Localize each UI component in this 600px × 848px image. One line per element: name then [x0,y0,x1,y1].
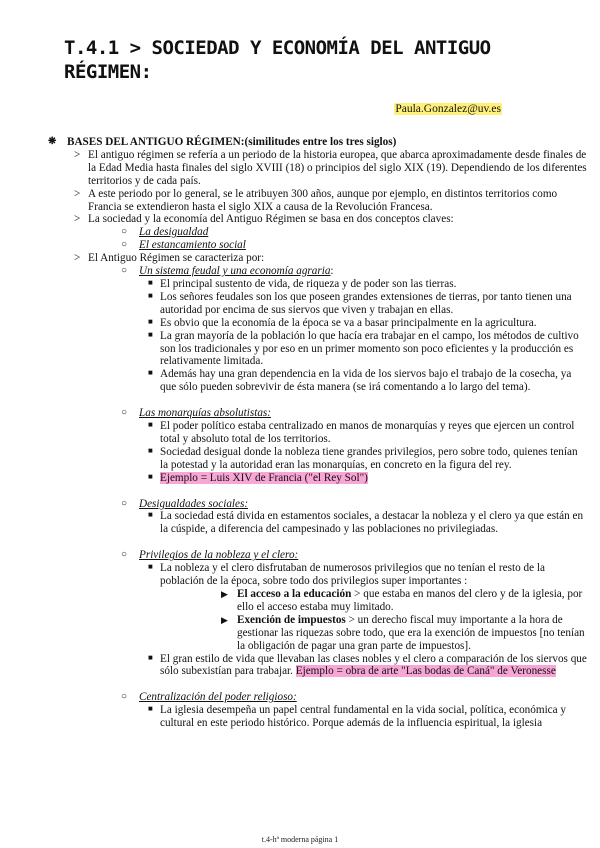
list-item: > A este periodo por lo general, se le atribuyen 300 años, aunque por ejemplo, en distintos territorios como Francia se extendieron hasta el siglo XIX a causa de la Revolución Francesa. [74,187,558,213]
list-item: ▶ Exención de impuestos > un derecho fiscal muy importante a la hora de gestionar las riquezas sobre todo, que era la exención de impuestos [no tenían la obligación de pagar una gran parte de impuestos]. [221,613,585,652]
circle-bullet-icon: ○ [121,497,128,509]
highlighted-example: Ejemplo = Luis XIV de Francia ("el Rey Sol") [160,471,368,484]
subsection-heading: ○ Las monarquías absolutistas: [121,407,271,420]
list-item: > El Antiguo Régimen se caracteriza por: [74,252,265,265]
list-item: ■ El poder político estaba centralizado en manos de monarquías y reyes que ejercen un control total y absoluto total de los territorios. [148,420,575,445]
spacer [0,485,600,498]
list-item: ■ Sociedad desigual donde la nobleza tiene grandes privilegios, pero sobre todo, quienes tenían la potestad y la autoridad eran las monarquías, en concreto en la figura del rey. [148,445,578,471]
page-title: T.4.1 > SOCIEDAD Y ECONOMÍA DEL ANTIGUO RÉGIMEN: [64,37,491,83]
list-item: ■ La gran mayoría de la población lo que hacía era trabajar en el campo, los métodos de cultivo son los tradicionales y por eso en un primer momento son poco eficientes y la producción es relativamente limitada. [148,329,579,368]
circle-bullet-icon: ○ [121,226,128,238]
section-heading-text: BASES DEL ANTIGUO RÉGIMEN:(similitudes entre los tres siglos) [67,136,397,148]
arrow-bullet-icon: > [74,252,81,265]
document-body [0,136,600,730]
list-item: ■ Es obvio que la economía de la época se va a basar principalmente en la agricultura. [148,316,537,329]
list-item: ■ El gran estilo de vida que llevaban las clases nobles y el clero a comparación de los siervos que sólo subexistían para trabajar. Ejemplo = obra de arte "Las bodas de Caná" de Veronesse [148,652,587,678]
square-bullet-icon: ■ [148,420,153,430]
arrow-bullet-icon: > [74,213,81,226]
circle-bullet-icon: ○ [121,549,128,561]
circle-bullet-icon: ○ [121,265,128,277]
triangle-bullet-icon: ▶ [221,614,228,625]
list-item: ■ La sociedad está divida en estamentos sociales, a destacar la nobleza y el clero ya que están en la cúspide, a diferencia del campesinado y las poblaciones no privilegiadas. [148,510,584,536]
flower-bullet-icon: ❋ [48,136,57,147]
square-bullet-icon: ■ [148,562,153,572]
spacer [0,678,600,691]
square-bullet-icon: ■ [148,290,153,300]
highlighted-example: Ejemplo = obra de arte "Las bodas de Caná" de Veronesse [295,665,556,678]
list-item: ○ La desigualdad [121,226,209,239]
subsection-heading: ○ Desigualdades sociales: [121,497,249,510]
list-item: ■ Los señores feudales son los que poseen grandes extensiones de tierras, por tanto tienen una autoridad por encima de sus siervos que viven y trabajan en ellas. [148,290,572,316]
subsection-heading: ○ Centralización del poder religioso: [121,691,297,704]
list-item: > El antiguo régimen se refería a un periodo de la historia europea, que abarca aproximadamente desde finales de la Edad Media hasta finales del siglo XVIII (18) o principios del siglo XIX (19). Dependiendo de los diferentes territorios y de cada país. [74,148,587,187]
arrow-bullet-icon: > [74,187,81,200]
list-item: ■ Además hay una gran dependencia en la vida de los siervos bajo el trabajo de la cosecha, ya que sólo pueden sobrevivir de ésta manera (se irá comentando a lo largo del tema). [148,368,572,394]
subsection-heading: ○ Privilegios de la nobleza y el clero: [121,549,299,562]
square-bullet-icon: ■ [148,277,153,287]
section-heading [0,136,600,149]
square-bullet-icon: ■ [148,652,153,662]
square-bullet-icon: ■ [148,445,153,455]
square-bullet-icon: ■ [148,368,153,378]
list-item: ▶ El acceso a la educación > que estaba en manos del clero y de la iglesia, por ello el acceso estaba muy limitado. [221,588,583,613]
list-item [0,472,600,485]
square-bullet-icon: ■ [148,329,153,339]
author-email: Paula.Gonzalez@uv.es [395,103,501,115]
circle-bullet-icon: ○ [121,407,128,419]
square-bullet-icon: ■ [148,471,153,481]
page-footer: t.4-hª moderna página 1 [261,835,339,844]
list-item: > La sociedad y la economía del Antiguo Régimen se basa en dos conceptos claves: [74,213,454,226]
spacer [0,536,600,549]
square-bullet-icon: ■ [148,510,153,520]
spacer [0,394,600,407]
circle-bullet-icon: ○ [121,239,128,251]
list-item: ■ La iglesia desempeña un papel central fundamental en la vida social, política, económica y cultural en este periodo histórico. Porque además de la influencia espiritual, la iglesia [148,704,567,730]
triangle-bullet-icon: ▶ [221,589,228,599]
list-item: ■ La nobleza y el clero disfrutaban de numerosos privilegios que no tenían el resto de la población de la época, sobre todo dos privilegios super importantes : [148,562,545,588]
list-item: ○ El estancamiento social [121,239,246,252]
subsection-heading: ○ Un sistema feudal y una economía agraria: [121,265,334,278]
circle-bullet-icon: ○ [121,691,128,703]
arrow-bullet-icon: > [74,148,81,161]
square-bullet-icon: ■ [148,704,153,714]
square-bullet-icon: ■ [148,316,153,326]
list-item: ■ El principal sustento de vida, de riqueza y de poder son las tierras. [148,277,457,290]
